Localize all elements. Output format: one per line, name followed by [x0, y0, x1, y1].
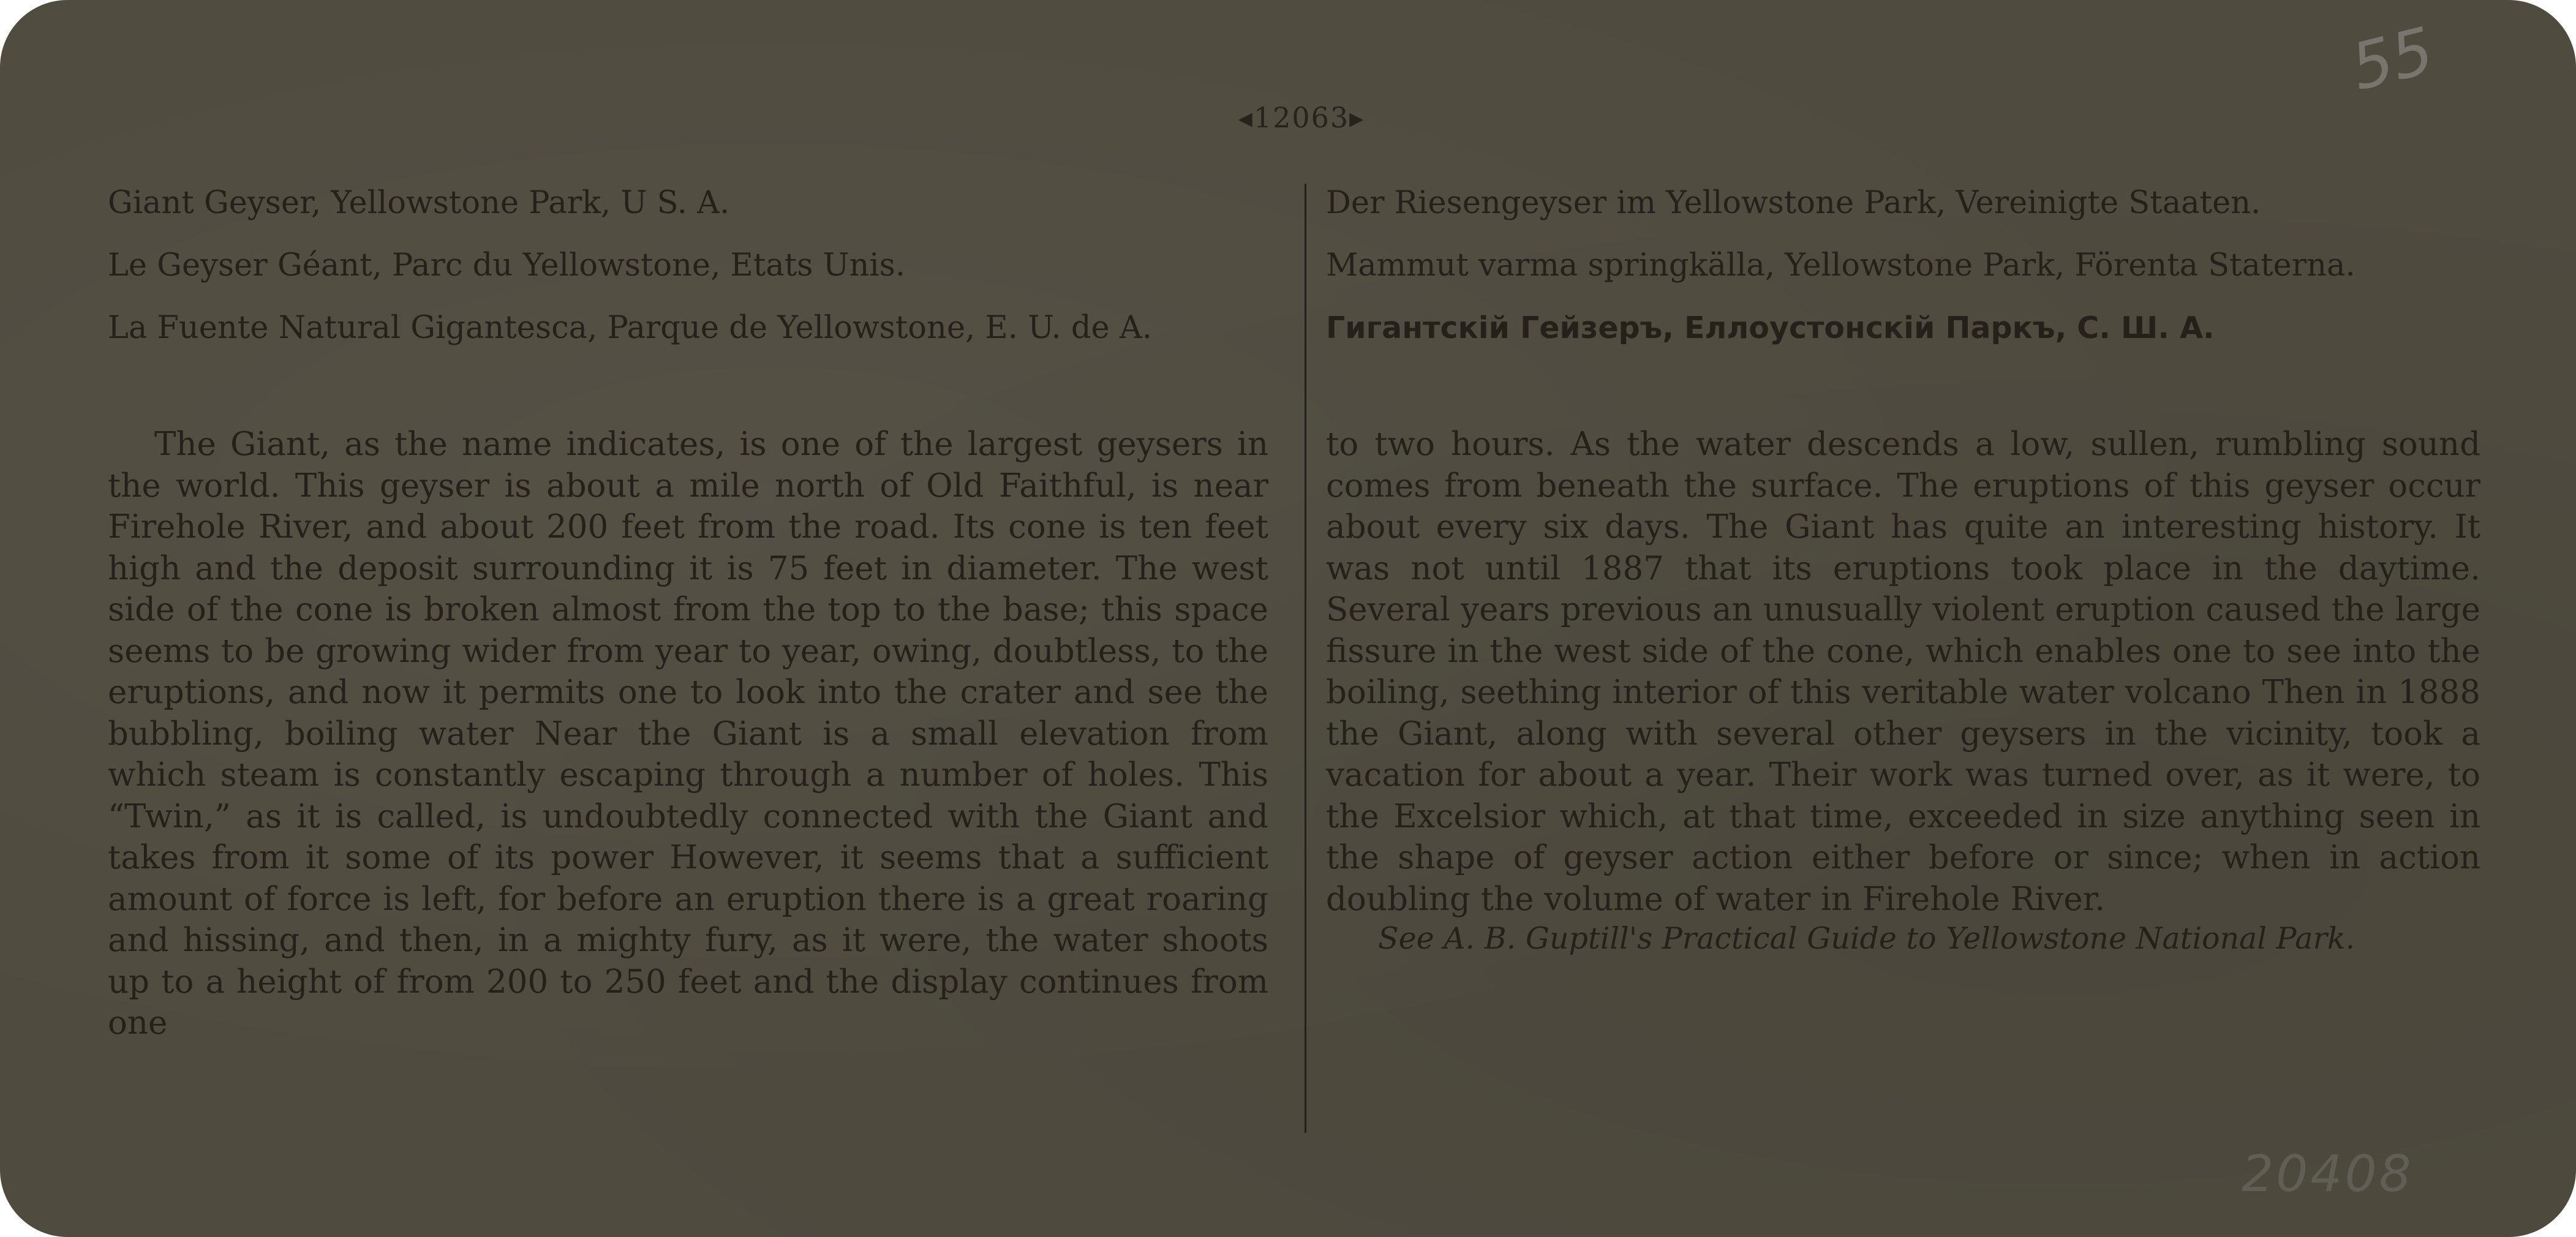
- title-swedish: Mammut varma springkälla, Yellowstone Park, Förenta Staterna.: [1326, 247, 2356, 284]
- title-list-right: [1326, 184, 2480, 424]
- right-column: [1326, 184, 2480, 958]
- reference-note: See A. B. Guptill's Practical Guide to Yellowstone National Park.: [1378, 921, 2356, 956]
- title-french: Le Geyser Géant, Parc du Yellowstone, Etats Unis.: [108, 247, 906, 284]
- card-number: [1200, 101, 1403, 134]
- title-russian: Гигантскій Гейзеръ, Еллоустонскій Паркъ, С. Ш. А.: [1326, 310, 2215, 345]
- description-left: The Giant, as the name indicates, is one of the largest geysers in the world. This geyser is about a mile north of Old Faithful, is near Firehole River, and about 200 feet from the road. Its cone is ten feet high and the deposit surrounding it is 75 feet in diameter. The west side of the cone is broken almost from the top to the base; this space seems to be growing wider from year to year, owing, doubtless, to the eruptions, and now it permits one to look into the crater and see the bubbling, boiling water Near the Giant is a small elevation from which steam is constantly escaping through a number of holes. This “Twin,” as it is called, is undoubtedly connected with the Giant and takes from it some of its power However, it seems that a sufficient amount of force is left, for before an eruption there is a great roaring and hissing, and then, in a mighty fury, as it were, the water shoots up to a height of from 200 to 250 feet and the display continues from one: [108, 426, 1268, 1042]
- pencil-mark-bottom: 20408: [2242, 1145, 2414, 1203]
- card-number-text: 12063: [1253, 101, 1350, 134]
- title-list-left: [108, 184, 1268, 424]
- right-arrow-ornament: ▸: [1349, 101, 1365, 134]
- title-english: Giant Geyser, Yellowstone Park, U S. A.: [108, 185, 730, 221]
- title-spanish: La Fuente Natural Gigantesca, Parque de Yellowstone, E. U. de A.: [108, 310, 1152, 346]
- title-german: Der Riesengeyser im Yellowstone Park, Vereinigte Staaten.: [1326, 185, 2261, 221]
- pencil-mark-top: 55: [2344, 12, 2441, 105]
- column-divider: [1305, 184, 1306, 1133]
- left-arrow-ornament: ◂: [1238, 101, 1254, 134]
- left-column: [108, 184, 1268, 1044]
- description-right: to two hours. As the water descends a low, sullen, rumbling sound comes from beneath the surface. The eruptions of this geyser occur about every six days. The Giant has quite an interesting history. It was not until 1887 that its eruptions took place in the daytime. Several years previous an unusually violent eruption caused the large fissure in the west side of the cone, which enables one to see into the boiling, seething interior of this veritable water volcano Then in 1888 the Giant, along with several other geysers in the vicinity, took a vacation for about a year. Their work was turned over, as it were, to the Excelsior which, at that time, exceeded in size anything seen in the shape of geyser action either before or since; when in action doubling the volume of water in Firehole River.: [1326, 426, 2480, 918]
